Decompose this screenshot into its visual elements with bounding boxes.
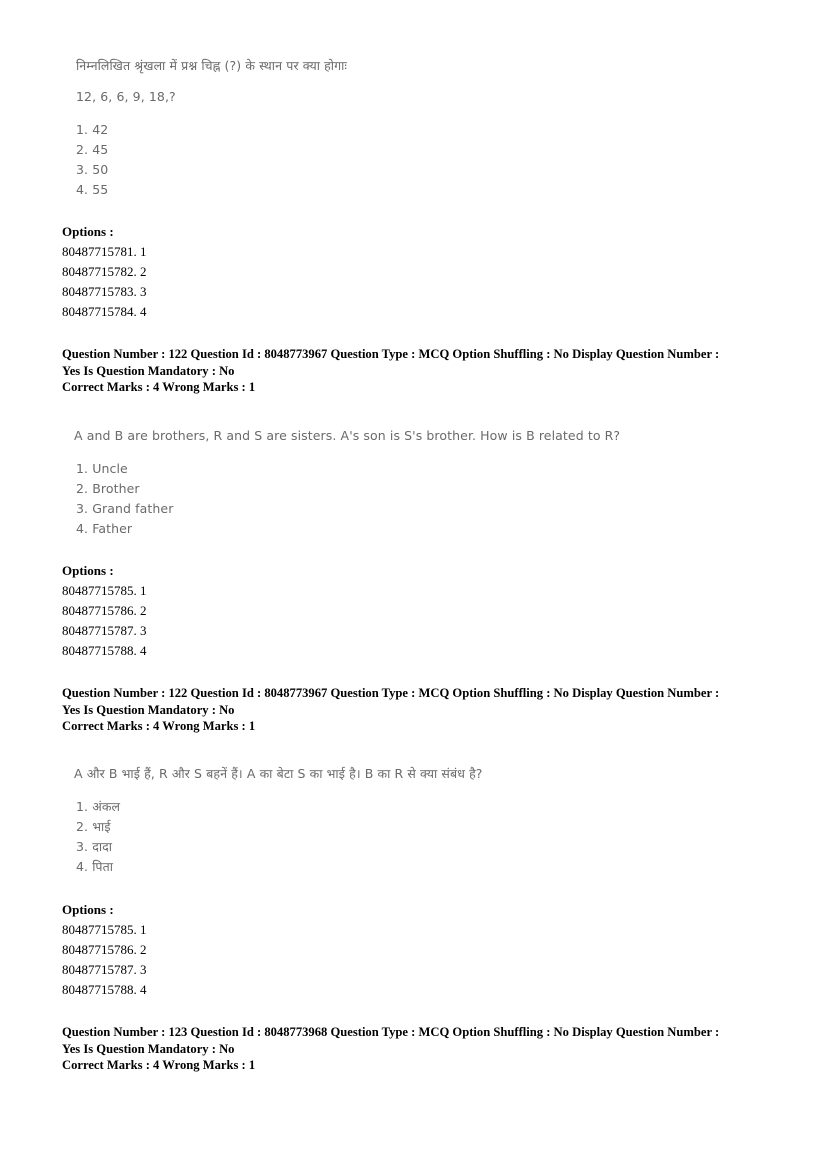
meta-line: Question Number : 122 Question Id : 8048773967 Question Type : MCQ Option Shuffling : No Display Question Number : [62, 686, 720, 700]
choice-item: 1. 42 [76, 122, 109, 137]
options-label: Options : [62, 902, 114, 917]
question-meta [62, 1024, 772, 1074]
option-item: 80487715787. 3 [62, 623, 147, 638]
option-item: 80487715788. 4 [62, 982, 147, 997]
question-image [74, 428, 620, 443]
question-meta [62, 346, 772, 396]
options-label: Options : [62, 563, 114, 578]
question-text: A और B भाई हैं, R और S बहनें हैं। A का बेटा S का भाई है। B का R से क्या संबंध है? [74, 766, 483, 781]
question-choices [76, 459, 173, 539]
question-image-series [76, 57, 347, 74]
choice-item: 3. दादा [76, 839, 113, 854]
question-meta [62, 685, 772, 735]
question-image [74, 765, 483, 782]
options-list [62, 581, 147, 661]
choice-item: 2. Brother [76, 481, 140, 496]
option-item: 80487715786. 2 [62, 603, 147, 618]
option-item: 80487715786. 2 [62, 942, 147, 957]
choice-item: 2. भाई [76, 819, 111, 834]
option-item: 80487715784. 4 [62, 304, 147, 319]
meta-line: Correct Marks : 4 Wrong Marks : 1 [62, 380, 256, 394]
options-list [62, 920, 147, 1000]
option-item: 80487715785. 1 [62, 583, 147, 598]
meta-line: Correct Marks : 4 Wrong Marks : 1 [62, 1058, 256, 1072]
option-item: 80487715785. 1 [62, 922, 147, 937]
series-text: 12, 6, 6, 9, 18,? [76, 89, 176, 104]
choice-item: 4. पिता [76, 859, 114, 874]
choice-item: 3. Grand father [76, 501, 174, 516]
question-choices [76, 797, 120, 877]
meta-line: Question Number : 122 Question Id : 8048773967 Question Type : MCQ Option Shuffling : No Display Question Number : [62, 347, 720, 361]
choice-item: 4. 55 [76, 182, 109, 197]
options-label: Options : [62, 224, 114, 239]
choice-item: 2. 45 [76, 142, 109, 157]
meta-line: Yes Is Question Mandatory : No [62, 702, 235, 717]
choice-item: 1. अंकल [76, 799, 121, 814]
choice-item: 4. Father [76, 521, 133, 536]
choice-item: 3. 50 [76, 162, 109, 177]
meta-line: Yes Is Question Mandatory : No [62, 1041, 235, 1056]
question-text: A and B are brothers, R and S are sisters. A's son is S's brother. How is B related to R? [74, 428, 621, 443]
meta-line: Yes Is Question Mandatory : No [62, 363, 235, 378]
question-series [76, 89, 176, 104]
option-item: 80487715781. 1 [62, 244, 147, 259]
question-text: निम्नलिखित श्रृंखला में प्रश्न चिह्न (?) के स्थान पर क्या होगाः [76, 58, 348, 73]
option-item: 80487715788. 4 [62, 643, 147, 658]
meta-line: Correct Marks : 4 Wrong Marks : 1 [62, 719, 256, 733]
question-choices [76, 120, 108, 200]
option-item: 80487715782. 2 [62, 264, 147, 279]
meta-line: Question Number : 123 Question Id : 8048773968 Question Type : MCQ Option Shuffling : No Display Question Number : [62, 1025, 720, 1039]
choice-item: 1. Uncle [76, 461, 128, 476]
option-item: 80487715787. 3 [62, 962, 147, 977]
option-item: 80487715783. 3 [62, 284, 147, 299]
options-list [62, 242, 147, 322]
